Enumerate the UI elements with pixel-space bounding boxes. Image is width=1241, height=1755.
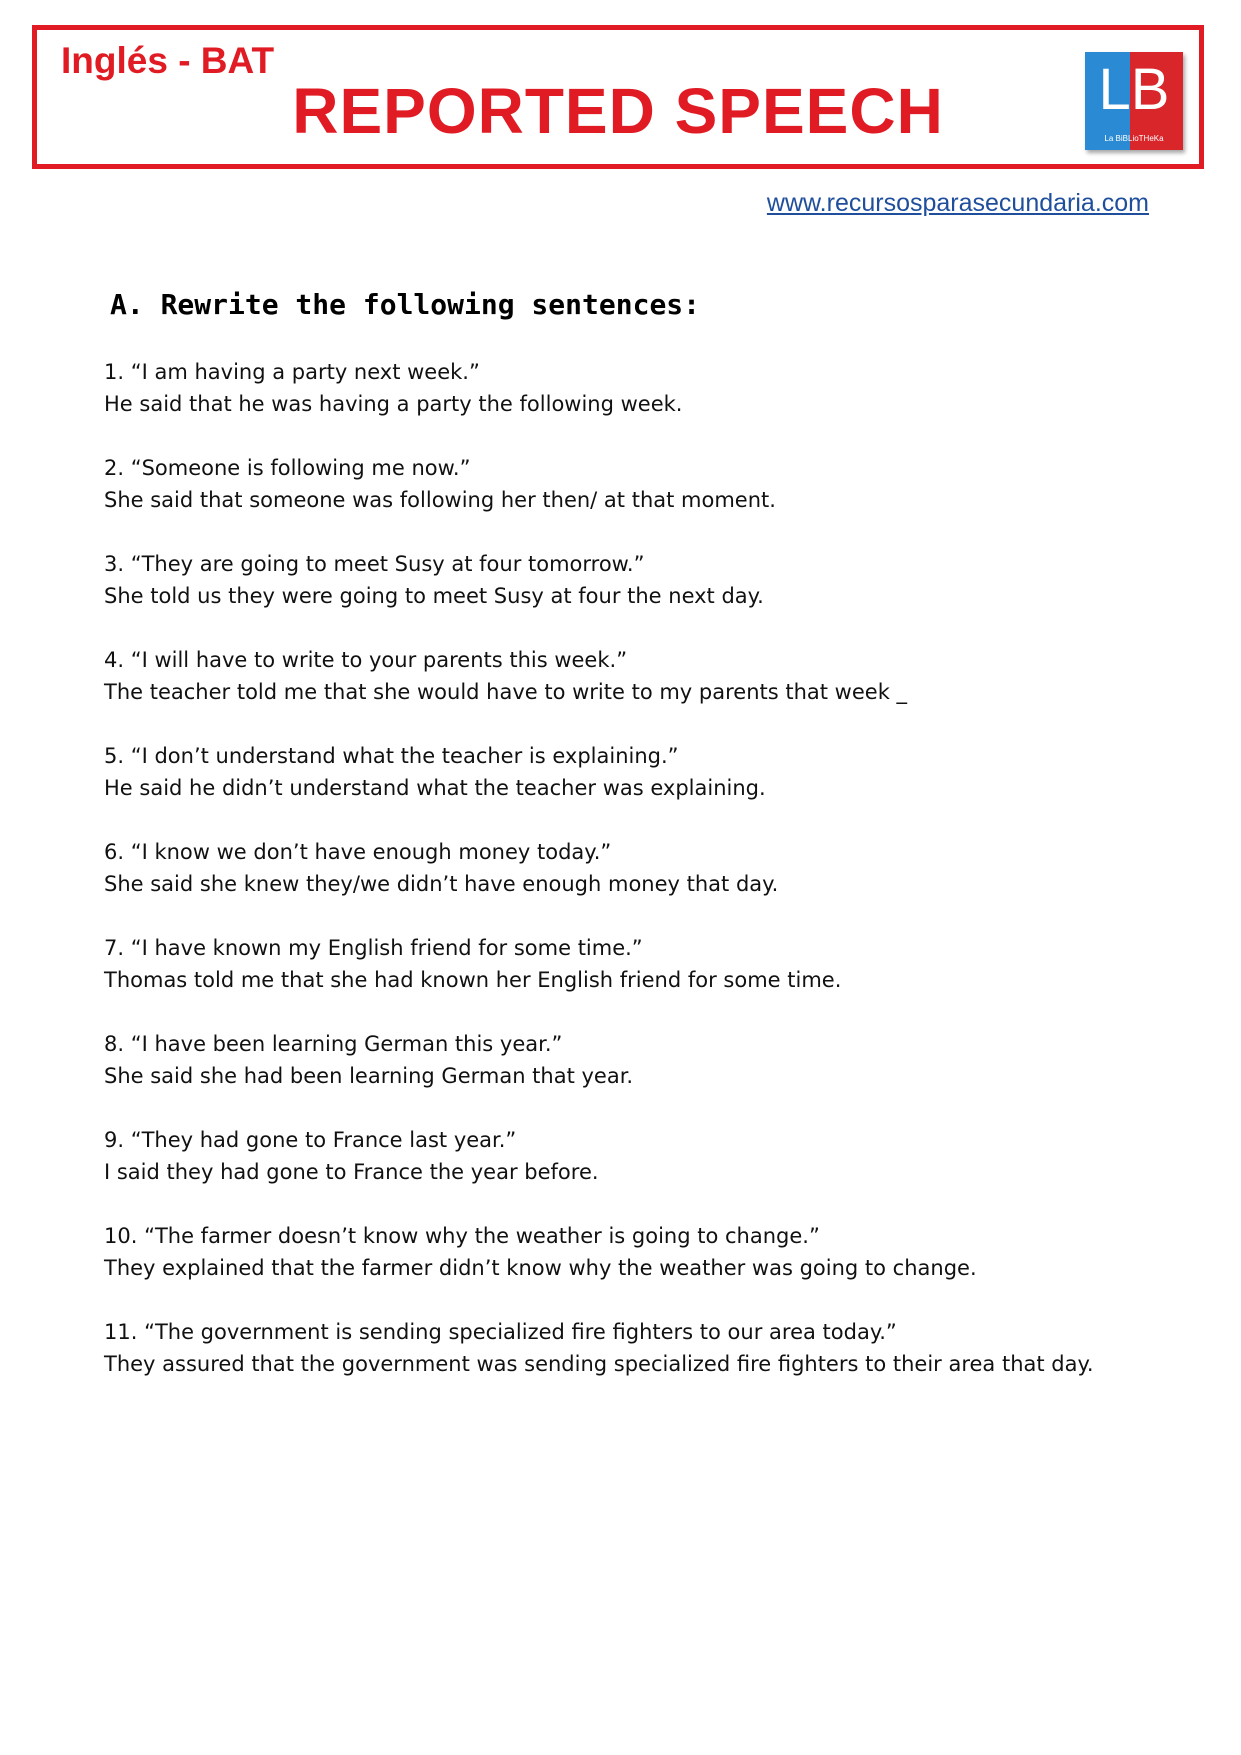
exercise-answer: She said she knew they/we didn’t have enough money that day. <box>104 872 779 896</box>
exercise-question: 10. “The farmer doesn’t know why the weather is going to change.” <box>104 1224 820 1248</box>
subject-label: Inglés - BAT <box>61 40 275 81</box>
exercise-list <box>104 356 1164 1412</box>
logo-caption: La BiBLioTHeKa <box>1104 134 1164 143</box>
website-link[interactable]: www.recursosparasecundaria.com <box>766 189 1149 217</box>
exercise-item <box>104 1220 1164 1316</box>
exercise-question: 11. “The government is sending specialized fire fighters to our area today.” <box>104 1320 897 1344</box>
exercise-answer: She said she had been learning German that year. <box>104 1064 634 1088</box>
header-box <box>32 25 1204 169</box>
exercise-question: 4. “I will have to write to your parents this week.” <box>104 648 628 672</box>
exercise-item <box>104 452 1164 548</box>
logo-icon <box>1085 52 1183 150</box>
exercise-answer: Thomas told me that she had known her English friend for some time. <box>104 968 842 992</box>
exercise-question: 8. “I have been learning German this year.” <box>104 1032 563 1056</box>
exercise-question: 9. “They had gone to France last year.” <box>104 1128 517 1152</box>
exercise-answer: The teacher told me that she would have to write to my parents that week _ <box>104 680 908 704</box>
exercise-question: 1. “I am having a party next week.” <box>104 360 480 384</box>
exercise-item <box>104 1316 1164 1412</box>
exercise-item <box>104 356 1164 452</box>
exercise-answer: He said he didn’t understand what the teacher was explaining. <box>104 776 766 800</box>
page-title: REPORTED SPEECH <box>292 75 944 147</box>
exercise-answer: He said that he was having a party the following week. <box>104 392 683 416</box>
exercise-item <box>104 548 1164 644</box>
exercise-answer: She said that someone was following her then/ at that moment. <box>104 488 776 512</box>
exercise-answer: She told us they were going to meet Susy at four the next day. <box>104 584 764 608</box>
exercise-question: 2. “Someone is following me now.” <box>104 456 471 480</box>
exercise-question: 5. “I don’t understand what the teacher is explaining.” <box>104 744 679 768</box>
exercise-answer: They assured that the government was sending specialized fire fighters to their area that day. <box>104 1352 1094 1376</box>
exercise-item <box>104 836 1164 932</box>
exercise-item <box>104 1028 1164 1124</box>
section-heading: A. Rewrite the following sentences: <box>110 288 701 321</box>
exercise-answer: They explained that the farmer didn’t know why the weather was going to change. <box>104 1256 977 1280</box>
exercise-item <box>104 740 1164 836</box>
exercise-question: 3. “They are going to meet Susy at four tomorrow.” <box>104 552 645 576</box>
logo-letters: LB <box>1098 57 1170 122</box>
exercise-item <box>104 644 1164 740</box>
exercise-item <box>104 932 1164 1028</box>
exercise-question: 6. “I know we don’t have enough money today.” <box>104 840 612 864</box>
exercise-question: 7. “I have known my English friend for some time.” <box>104 936 643 960</box>
exercise-answer: I said they had gone to France the year before. <box>104 1160 599 1184</box>
exercise-item <box>104 1124 1164 1220</box>
